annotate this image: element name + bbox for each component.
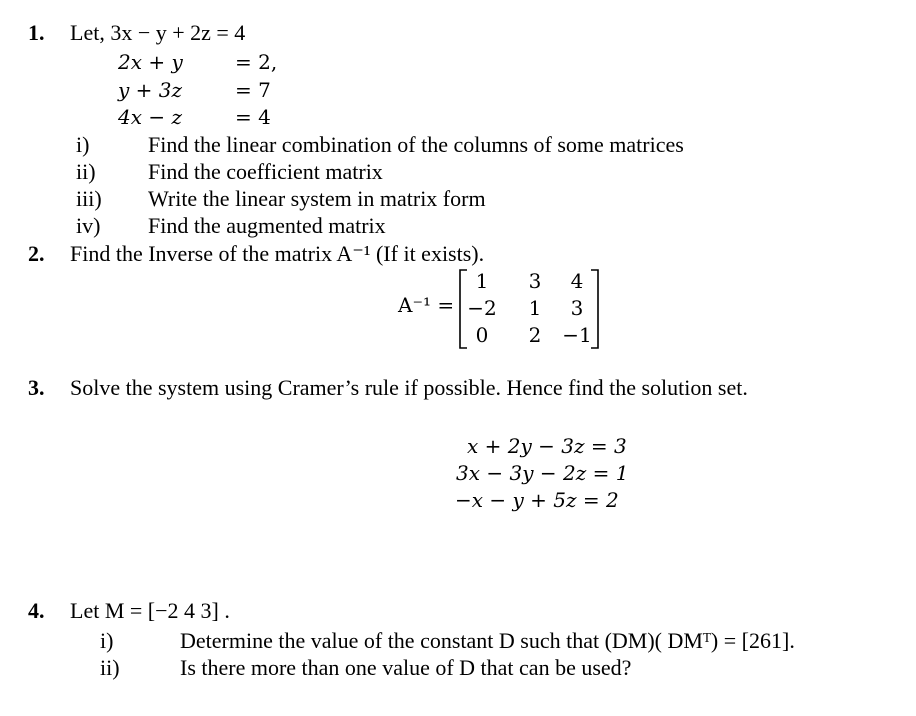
- question-2-number: 2.: [28, 241, 45, 266]
- question-1-intro: Let, 3x − y + 2z = 4: [70, 20, 246, 45]
- matrix-cell: 2: [528, 323, 542, 347]
- question-2-text: Find the Inverse of the matrix A⁻¹ (If it exists).: [70, 241, 485, 266]
- question-4-number: 4.: [28, 598, 45, 623]
- matrix-cell: −1: [562, 323, 592, 347]
- q1-part-label: i): [76, 132, 90, 157]
- q4-part-label: i): [100, 628, 114, 653]
- q1-eq-2-rhs: = 2,: [235, 50, 278, 74]
- q1-eq-2-lhs: 2x + y: [118, 50, 183, 74]
- q1-eq-4-lhs: 4x − z: [118, 105, 183, 129]
- q4-part-text: Determine the value of the constant D such that (DM)( DMᵀ) = [261].: [180, 628, 795, 653]
- question-1-number: 1.: [28, 20, 45, 45]
- q1-eq-3-rhs: = 7: [235, 78, 271, 102]
- q1-part-text: Write the linear system in matrix form: [148, 186, 486, 211]
- matrix-cell: −2: [467, 296, 497, 320]
- matrix-label: A⁻¹ =: [398, 293, 455, 317]
- matrix-cell: 1: [475, 269, 489, 293]
- matrix-cell: 1: [528, 296, 542, 320]
- q1-part-label: ii): [76, 159, 96, 184]
- q3-equation: −x − y + 5z = 2: [455, 488, 619, 512]
- q1-part-text: Find the augmented matrix: [148, 213, 386, 238]
- matrix-cell: 4: [570, 269, 584, 293]
- q3-equation: 3x − 3y − 2z = 1: [456, 461, 629, 485]
- matrix-cell: 3: [570, 296, 584, 320]
- q1-part-label: iv): [76, 213, 101, 238]
- q3-equation: x + 2y − 3z = 3: [467, 434, 627, 458]
- question-3-text: Solve the system using Cramer’s rule if possible. Hence find the solution set.: [70, 375, 748, 400]
- matrix-cell: 0: [475, 323, 489, 347]
- q1-part-text: Find the coefficient matrix: [148, 159, 383, 184]
- q4-part-label: ii): [100, 655, 120, 680]
- q1-part-label: iii): [76, 186, 102, 211]
- question-3-number: 3.: [28, 375, 45, 400]
- q1-eq-3-lhs: y + 3z: [118, 78, 183, 102]
- question-4-intro: Let M = [−2 4 3] .: [70, 598, 230, 623]
- q1-part-text: Find the linear combination of the columns of some matrices: [148, 132, 684, 157]
- matrix-cell: 3: [528, 269, 542, 293]
- q4-part-text: Is there more than one value of D that can be used?: [180, 655, 632, 680]
- q1-eq-4-rhs: = 4: [235, 105, 271, 129]
